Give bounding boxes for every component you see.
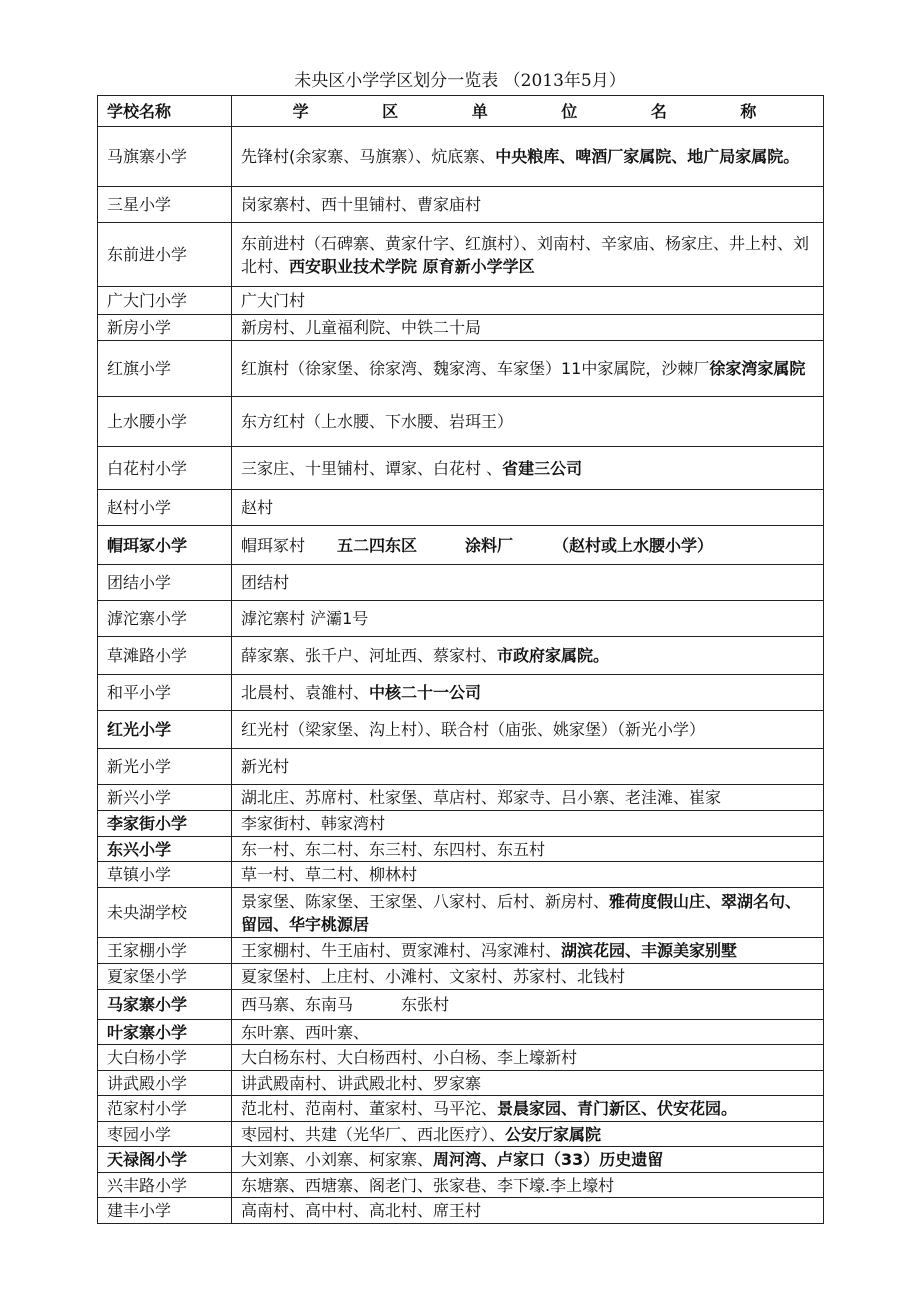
table-row [98, 749, 824, 785]
school-cell: 新光小学 [98, 749, 232, 785]
school-cell: 东前进小学 [98, 223, 232, 287]
school-cell: 王家棚小学 [98, 938, 232, 964]
table-row [98, 862, 824, 888]
header-school-name: 学校名称 [98, 96, 232, 127]
area-text: 北晨村、袁雒村、 [241, 683, 370, 702]
area-cell [232, 1147, 824, 1173]
area-cell [232, 862, 824, 888]
area-cell [232, 1198, 824, 1224]
school-cell: 马家寨小学 [98, 990, 232, 1020]
school-cell: 天禄阁小学 [98, 1147, 232, 1173]
school-cell: 团结小学 [98, 565, 232, 601]
school-cell: 白花村小学 [98, 447, 232, 490]
area-text-bold: 雅荷度假山庄、翠湖名句、留园、华宇桃源居 [241, 891, 802, 934]
area-text: 湖北庄、苏席村、杜家堡、草店村、郑家寺、吕小寨、老洼滩、崔家 [241, 788, 722, 807]
table-row [98, 526, 824, 565]
school-cell: 和平小学 [98, 675, 232, 711]
table-row [98, 785, 824, 811]
area-text: 广大门村 [241, 291, 306, 310]
area-text: 景家堡、陈家堡、王家堡、八家村、后村、新房村、 [241, 891, 610, 911]
area-cell [232, 785, 824, 811]
area-text: 薛家寨、张千户、河址西、蔡家村、 [241, 646, 498, 665]
area-text: 讲武殿南村、讲武殿北村、罗家寨 [241, 1073, 482, 1093]
area-cell [232, 1096, 824, 1122]
area-cell [232, 990, 824, 1020]
school-cell: 夏家堡小学 [98, 964, 232, 990]
school-cell: 枣园小学 [98, 1122, 232, 1147]
area-text: 东前进村（石碑寨、黄家什字、红旗村）、刘南村、辛家庙、杨家庄、井上村、刘北村、 [241, 233, 810, 276]
school-cell: 帽珥冢小学 [98, 526, 232, 565]
area-text-bold: 五二四东区 涂料厂 （赵村或上水腰小学） [337, 535, 714, 555]
school-cell: 滹沱寨小学 [98, 601, 232, 637]
table-row [98, 447, 824, 490]
school-cell: 东兴小学 [98, 837, 232, 862]
school-cell: 草滩路小学 [98, 637, 232, 675]
area-text-bold: 周河湾、卢家口（33）历史遗留 [433, 1150, 664, 1169]
school-cell: 兴丰路小学 [98, 1173, 232, 1198]
area-text-bold: 省建三公司 [502, 458, 583, 478]
area-text-bold: 湖滨花园、丰源美家别墅 [561, 941, 738, 960]
table-row [98, 1198, 824, 1224]
table-row [98, 675, 824, 711]
area-text: 西马寨、东南马 东张村 [241, 995, 450, 1014]
school-cell: 叶家寨小学 [98, 1020, 232, 1045]
area-cell [232, 711, 824, 749]
area-cell [232, 187, 824, 223]
area-text: 东方红村（上水腰、下水腰、岩珥王） [241, 412, 514, 431]
area-cell [232, 749, 824, 785]
area-cell [232, 1020, 824, 1045]
area-cell [232, 490, 824, 526]
area-text-bold: 徐家湾家属院 [709, 359, 806, 378]
area-text: 大刘寨、小刘寨、柯家寨、 [241, 1150, 434, 1169]
table-row [98, 341, 824, 397]
table-row [98, 565, 824, 601]
area-text: 草一村、草二村、柳林村 [241, 865, 418, 884]
area-cell [232, 315, 824, 341]
table-row [98, 1071, 824, 1096]
area-cell [232, 888, 824, 938]
school-cell: 建丰小学 [98, 1198, 232, 1224]
school-cell: 草镇小学 [98, 862, 232, 888]
area-text-bold: 市政府家属院。 [497, 646, 610, 665]
area-cell [232, 223, 824, 287]
area-cell [232, 964, 824, 990]
area-text-bold: 景晨家园、青门新区、伏安花园。 [497, 1099, 738, 1118]
area-text: 枣园村、共建（光华厂、西北医疗）、 [241, 1124, 506, 1144]
area-cell [232, 1071, 824, 1096]
table-row [98, 1147, 824, 1173]
school-cell: 马旗寨小学 [98, 127, 232, 187]
header-district-units: 学 区 单 位 名 称 [232, 96, 824, 127]
school-cell: 红光小学 [98, 711, 232, 749]
school-cell: 三星小学 [98, 187, 232, 223]
area-text: 红光村（梁家堡、沟上村）、联合村（庙张、姚家堡）（新光小学） [241, 720, 706, 739]
area-text: 团结村 [241, 573, 290, 592]
school-cell: 上水腰小学 [98, 397, 232, 447]
page-title: 未央区小学学区划分一览表 （2013年5月） [294, 71, 626, 91]
area-cell [232, 127, 824, 187]
area-cell [232, 1045, 824, 1071]
table-row [98, 938, 824, 964]
area-text: 新房村、儿童福利院、中铁二十局 [241, 318, 482, 337]
area-text-bold: 西安职业技术学院 原育新小学学区 [289, 256, 535, 276]
school-cell: 新兴小学 [98, 785, 232, 811]
area-text: 新光村 [241, 757, 290, 776]
area-cell [232, 526, 824, 565]
table-row [98, 397, 824, 447]
school-cell: 范家村小学 [98, 1096, 232, 1122]
table-row [98, 1173, 824, 1198]
school-cell: 李家街小学 [98, 811, 232, 837]
table-row [98, 811, 824, 837]
area-cell [232, 938, 824, 964]
area-text: 东塘寨、西塘寨、阁老门、张家巷、李下壕.李上壕村 [241, 1175, 615, 1195]
table-row [98, 287, 824, 315]
table-row [98, 187, 824, 223]
area-text: 大白杨东村、大白杨西村、小白杨、李上壕新村 [241, 1048, 578, 1067]
area-cell [232, 287, 824, 315]
school-cell: 红旗小学 [98, 341, 232, 397]
table-row [98, 1045, 824, 1071]
area-cell [232, 601, 824, 637]
table-row [98, 711, 824, 749]
table-row [98, 888, 824, 938]
area-text: 夏家堡村、上庄村、小滩村、文家村、苏家村、北钱村 [241, 967, 626, 986]
area-text: 三家庄、十里铺村、谭家、白花村 、 [241, 458, 503, 478]
area-cell [232, 397, 824, 447]
school-cell: 赵村小学 [98, 490, 232, 526]
area-cell [232, 837, 824, 862]
table-row [98, 127, 824, 187]
area-cell [232, 675, 824, 711]
table-row [98, 837, 824, 862]
table-row [98, 315, 824, 341]
area-text: 王家棚村、牛王庙村、贾家滩村、冯家滩村、 [241, 941, 562, 960]
area-text: 范北村、范南村、董家村、马平沱、 [241, 1099, 498, 1118]
area-text: 岗家寨村、西十里铺村、曹家庙村 [241, 195, 482, 214]
table-row [98, 990, 824, 1020]
table-row [98, 223, 824, 287]
area-text: 滹沱寨村 浐灞1号 [241, 609, 369, 628]
area-cell [232, 1122, 824, 1147]
school-cell: 广大门小学 [98, 287, 232, 315]
table-row [98, 1096, 824, 1122]
area-text: 帽珥冢村 [241, 535, 306, 555]
table-row [98, 601, 824, 637]
table-row [98, 1020, 824, 1045]
area-cell [232, 565, 824, 601]
area-text: 李家街村、韩家湾村 [241, 814, 386, 833]
table-row [98, 637, 824, 675]
area-text: 东叶寨、西叶寨、 [241, 1022, 370, 1042]
school-cell: 大白杨小学 [98, 1045, 232, 1071]
area-text: 高南村、高中村、高北村、席王村 [241, 1201, 482, 1220]
area-cell [232, 1173, 824, 1198]
area-text: 赵村 [241, 498, 274, 517]
area-cell [232, 811, 824, 837]
table-header-row [98, 96, 824, 127]
table-row [98, 1122, 824, 1147]
school-cell: 讲武殿小学 [98, 1071, 232, 1096]
area-cell [232, 341, 824, 397]
area-text: 先锋村(余家寨、马旗寨）、炕底寨、 [241, 147, 496, 166]
school-district-table [97, 95, 824, 1224]
school-cell: 新房小学 [98, 315, 232, 341]
table-row [98, 964, 824, 990]
area-text-bold: 公安厅家属院 [505, 1124, 602, 1144]
school-cell: 未央湖学校 [98, 888, 232, 938]
area-cell [232, 637, 824, 675]
area-text-bold: 中核二十一公司 [369, 683, 482, 702]
area-text: 东一村、东二村、东三村、东四村、东五村 [241, 839, 546, 859]
table-row [98, 490, 824, 526]
area-text-bold: 中央粮库、啤酒厂家属院、地广局家属院。 [495, 147, 800, 166]
area-cell [232, 447, 824, 490]
area-text: 红旗村（徐家堡、徐家湾、魏家湾、车家堡）11中家属院，沙棘厂 [241, 359, 710, 378]
